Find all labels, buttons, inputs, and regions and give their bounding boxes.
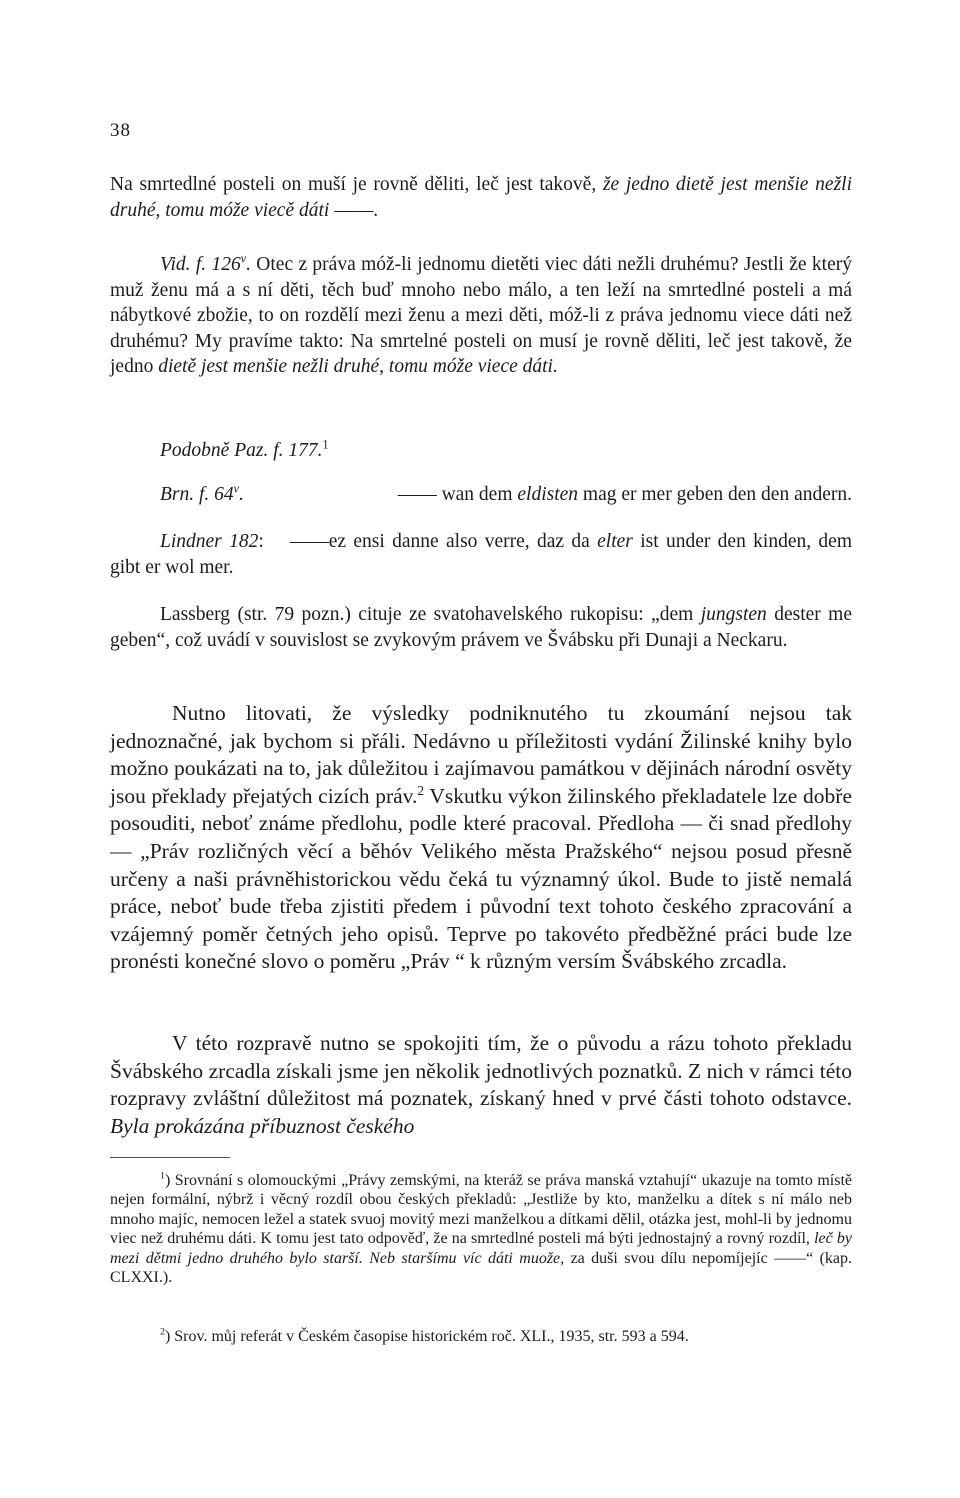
footnote-2-text: ) Srov. můj referát v Českém časopise historickém roč. XLI., 1935, str. 593 a 594. [164, 1328, 689, 1345]
quote-text: Na smrtedlné posteli on muší je rovně děliti, leč jest takově, [110, 174, 603, 195]
brn-ref-text: Brn. f. 64 [160, 484, 234, 505]
footnote-1-text: ) Srovnání s olomouckými „Právy zemskými, na kteráž se práva manská vztahují“ ukazuje na tomto místě nejen formální, nýbrž i věcný rozdíl obou českých překladů: „Jestliže by kto, manželku a dítek s ní málo neb mnoho majíc, nemocen ležel a statek svuoj movitý mezi manželkou a dítkami dělil, otázka jest, mohl-li by jednomu viec než druhému dáti. K tomu jest tato odpověď, že na smrtedlné posteli má býti jednostajný a rovný rozdíl, [110, 1172, 852, 1248]
lindner-italic: elter [597, 531, 633, 552]
vid-paragraph [110, 252, 852, 380]
vid-ref-dot: . [246, 254, 251, 275]
brn-reference [160, 482, 244, 507]
lassberg-text: Lassberg (str. 79 pozn.) cituje ze svatohavelského rukopisu: „dem [160, 604, 701, 625]
lassberg-italic: jungsten [700, 604, 767, 625]
brn-quote [306, 482, 852, 507]
footnote-2-mark: 2 [160, 1326, 165, 1338]
page-number: 38 [110, 120, 131, 141]
brn-italic: eldisten [517, 484, 579, 505]
lindner-text: ——ez ensi danne also verre, daz da [289, 531, 598, 552]
footnote-1-mark: 1 [160, 1170, 165, 1182]
para1-text-2: Vskutku výkon žilinského překladatele lze dobře posouditi, neboť známe předlohu, podle které pracoval. Předloha — či snad předlohy — „Práv rozličných věcí a běhóv Velikého města Pražského“ nejsou posud přesně určeny a naši právněhistorickou vědu čeká tu významný úkol. Bude to jistě nemalá práce, neboť bude třeba zjistiti předem i původní text tohoto českého zpracování a vzájemný poměr četných jeho opisů. Teprve po takovéto předběžné práci bude lze pronésti konečné slovo o poměru „Práv “ k různým versím Švábského zrcadla. [110, 783, 852, 974]
vid-ref-text: Vid. f. 126 [160, 254, 241, 275]
lassberg-text-2: dester me geben“, což uvádí v souvislost se zvykovým právem ve Švábsku při Dunaji a Neckaru. [110, 604, 852, 651]
brn-ref-sup: v [233, 481, 240, 496]
quote-dash: ——. [329, 199, 379, 221]
podobne-ref-text: Podobně Paz. f. 177. [160, 440, 323, 461]
brn-text-2: mag er mer geben den den andern. [578, 484, 852, 505]
footnote-ref-2: 2 [417, 782, 425, 798]
podobne-reference [160, 438, 329, 463]
para2-text: V této rozpravě nutno se spokojiti tím, že o původu a rázu tohoto překladu Švábského zrcadla získali jsme jen několik jednotlivých poznatků. Z nich v rámci této rozpravy zvláštní důležitost má poznatek, získaný hned v prvé části tohoto odstavce. [110, 1031, 852, 1111]
para1-text: Nutno litovati, že výsledky podniknutého tu zkoumání nejsou tak jednoznačné, jak bychom si přáli. Nedávno u příležitosti vydání Žilinské knihy bylo možno poukázati na to, jak důležitou i zajímavou památkou v dějinách národní osvěty jsou překlady přejatých cizích práv. [110, 701, 852, 808]
footnote-1 [110, 1171, 852, 1287]
lindner-colon: : [258, 531, 264, 552]
brn-ref [160, 481, 244, 505]
lindner-text-2: ist under den kinden, dem gibt er wol mer. [110, 531, 853, 578]
footnote-2 [110, 1327, 852, 1346]
quote-paragraph-1 [110, 172, 852, 223]
vid-ref-sup: v [240, 251, 247, 266]
body-paragraph-2 [110, 1030, 852, 1140]
vid-reference [160, 251, 251, 275]
footnote-1-text-2: za duši svou dílu nepomíjejíc ——“ (kap. CLXXI.). [110, 1249, 853, 1287]
lindner-ref-text: Lindner 182 [160, 531, 259, 552]
lindner-ref [160, 531, 258, 552]
footnote-separator [110, 1157, 230, 1158]
brn-text: —— wan dem [397, 484, 518, 505]
lassberg-paragraph [110, 602, 852, 653]
para2-italic: Byla prokázána příbuznost českého [110, 1113, 415, 1138]
quote-italic: že jedno dietě jest menšie nežli druhé, tomu móže viecě dáti [110, 174, 852, 221]
vid-italic: dietě jest menšie nežli druhé, tomu móže viece dáti. [158, 356, 558, 377]
lindner-paragraph [110, 529, 852, 580]
body-paragraph-1 [110, 700, 852, 976]
footnote-ref-1: 1 [322, 437, 329, 452]
brn-ref-dot: . [239, 484, 244, 505]
vid-text: Otec z práva móž-li jednomu dietěti viec dáti nežli druhému? Jestli že který muž ženu má a s ní děti, těch buď mnoho nebo málo, a ten leží na smrtedlné posteli a má nábytkové zbožie, to on rozdělí mezi ženu a mezi děti, móž-li z práva jednomu viece dáti než druhému? My pravíme takto: Na smrtelné posteli on musí je rovně děliti, leč jest takově, že jedno [110, 254, 852, 377]
footnote-1-italic: leč by mezi dětmi jedno druhého bylo starší. Neb staršímu víc dáti muože, [110, 1230, 852, 1267]
